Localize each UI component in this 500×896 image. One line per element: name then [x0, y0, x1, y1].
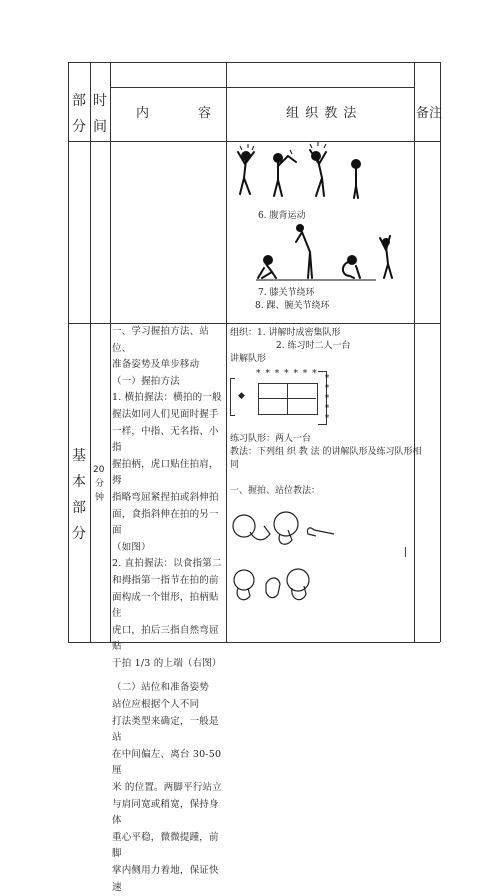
part-char-2: 本 [72, 474, 86, 490]
content-line: 面构成一个钳形，拍柄贴住 [112, 591, 219, 620]
teach-line-1: 教法：下列组 织 教 法 的讲解队形及练习队形相 [230, 447, 422, 457]
teach-line-2: 同 [230, 460, 240, 470]
content-line: 掌内侧用力着地，保证快速 [112, 865, 219, 893]
grip-hands-illustration-bottom [230, 564, 320, 608]
exercise-figures-bottom [226, 222, 414, 284]
col-border-1 [68, 62, 69, 642]
org-line-3: 讲解队形 [230, 354, 267, 364]
content-line: 握法如同人们见面时握手 [112, 408, 219, 420]
col-border-6 [440, 62, 441, 642]
small-marker [405, 547, 406, 557]
content-line: 在中间偏左、离台 30-50 厘 [112, 748, 222, 777]
content-line: （一）握拍方法 [112, 375, 180, 387]
content-line: 握拍柄，虎口贴住拍肩，拇 [112, 458, 219, 487]
col-border-3 [110, 62, 111, 642]
formation-stars-right: * * * * * [324, 374, 330, 424]
exercise-figures-top [226, 142, 414, 206]
header-method: 组 织 教 法 [286, 106, 358, 121]
bracket-left [230, 378, 235, 416]
table-diagram-mid [258, 398, 316, 399]
content-line: （如图） [112, 541, 151, 553]
content-line: 一、学习握拍方法、站位、 [112, 326, 210, 354]
part-char-1: 基 [72, 448, 86, 464]
practice-formation: 练习队形：两人一台 [230, 434, 312, 444]
caption-7: 7. 膝关节绕环 [258, 288, 315, 298]
org-line-2: 2. 练习时二人一台 [276, 341, 351, 351]
table-diagram [258, 383, 318, 415]
content-line: 和拇指第一指节在拍的前 [112, 574, 219, 586]
time-char-zhong: 钟 [95, 493, 105, 503]
col-border-5 [414, 62, 415, 642]
col-border-2 [90, 62, 91, 642]
header-content-a: 内 [136, 106, 150, 121]
content-line: 1. 横拍握法：横拍的一般 [112, 392, 222, 404]
time-20: 20 [93, 465, 105, 475]
header-content-b: 容 [198, 106, 212, 121]
content-text [112, 324, 226, 896]
caption-6: 6. 腹背运动 [258, 211, 306, 221]
header-time-char-1: 时 [93, 93, 107, 109]
part-char-3: 部 [72, 500, 86, 516]
header-part-char-1: 部 [72, 93, 86, 109]
content-line: 与肩同宽或稍宽，保持身体 [112, 798, 219, 827]
content-line: 一样，中指、无名指、小指 [112, 425, 219, 454]
formation-stars-top: * * * * * * * [256, 369, 318, 379]
content-line: 于拍 1/3 的上端（右图） [112, 657, 222, 669]
time-char-fen: 分 [95, 479, 105, 489]
content-line: 站位应根据个人不同 [112, 699, 200, 711]
header-notes: 备注 [416, 106, 443, 121]
content-line: 打法类型来确定，一般是站 [112, 715, 219, 744]
content-line [112, 672, 226, 680]
header-part-char-2: 分 [72, 119, 86, 135]
table-diagram-net [287, 383, 288, 415]
content-line: 米 的位置。两脚平行站立 [112, 782, 222, 794]
header-time-char-2: 间 [93, 119, 107, 135]
content-line: 准备姿势及单步移动 [112, 359, 200, 371]
grip-title: 一、握拍、站位教法： [230, 486, 321, 496]
content-line: 虎口，拍后三指自然弯屈贴 [112, 624, 219, 653]
content-line: 2. 直拍握法：以食指第二 [112, 558, 222, 570]
table-top-border [68, 62, 440, 63]
part-char-4: 分 [72, 526, 86, 542]
content-line: 重心平稳，微微提踵，前脚 [112, 831, 219, 860]
teacher-diamond-icon: ◆ [238, 391, 245, 401]
header-subline [110, 87, 414, 88]
content-line: 面，食指斜伸在拍的另一面 [112, 508, 219, 537]
org-line-1: 组织：1. 讲解时成密集队形 [230, 328, 341, 338]
content-line: （二）站位和准备姿势 [112, 682, 210, 694]
caption-8: 8. 踝、腕关节绕环 [255, 301, 330, 311]
content-line: 指略弯屈紧捏拍或斜伸拍 [112, 491, 219, 503]
grip-hands-illustration-top [230, 508, 340, 550]
